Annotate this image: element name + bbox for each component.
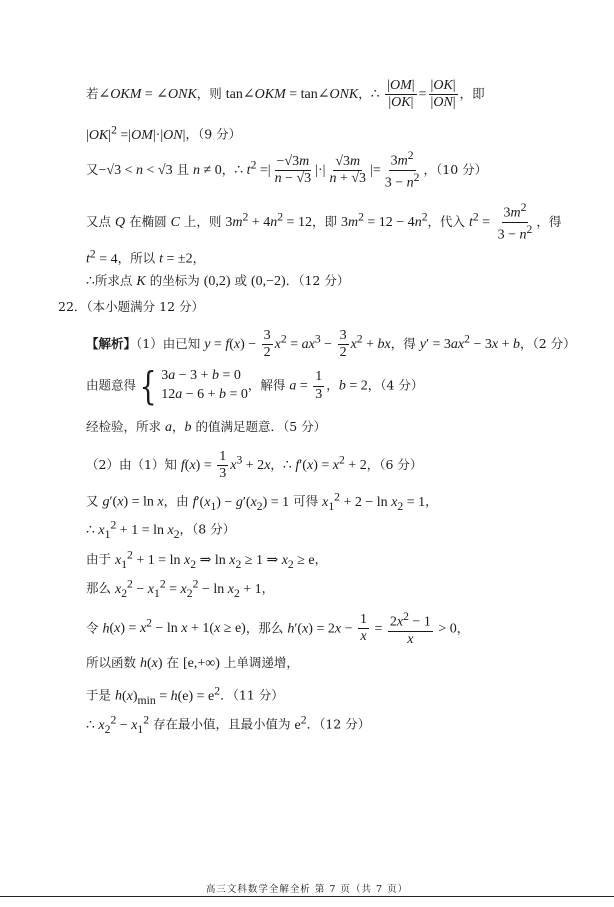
solution-line-14: 由于 $x_1^2 + 1 = \ln x_2$ ⇒ $\ln x_2 \ge 1$ ⇒ $x_2 \ge e$， xyxy=(86,548,328,571)
solution-line-3: 又−√3 < n < √3 且 n ≠ 0，∴ $t^2$ =| $\frac{-√3m}{n - √3}$ |·| $\frac{√3m}{n + √3}$ |= $\frac{3m^2}{3 - n^2}$ ，（10 分） xyxy=(86,149,488,191)
solution-line-5: $t^2 = 4$，所以 t = ±2， xyxy=(86,247,206,267)
solution-line-16: 令 $h(x) = x^2 - \ln x + 1(x \ge e)$，那么 h′(x) = 2x − $\frac{1}{x}$ = $\frac{2x^2 - 1}{x}$ > 0， xyxy=(86,610,470,647)
solution-line-18: 于是 $h(x)_{min} = h(e) = e^2$．（11 分） xyxy=(86,684,284,707)
solution-line-2: $|OK|^2 =|OM|\cdot|ON|$，（9 分） xyxy=(86,123,242,143)
solution-line-15: 那么 $x_2^2 - x_1^2 = x_2^2 - \ln x_2 + 1$， xyxy=(86,577,275,600)
solution-line-1: 若∠OKM = ∠ONK，则 tan∠OKM = tan∠ONK，∴ $\frac{|OM|}{|OK|}$ = $\frac{|OK|}{|ON|}$ ，即 xyxy=(86,78,485,111)
solution-line-9: 由题意得 { 3a − 3 + b = 0 12a − 6 + b = 0 ，解得 a = $\frac{1}{3}$ ，b = 2，（4 分） xyxy=(86,364,424,408)
footer-rule xyxy=(0,896,614,897)
solution-line-19: ∴ $x_2^2 - x_1^2$ 存在最小值，且最小值为 $e^2$．（12 分） xyxy=(86,713,371,736)
solution-line-12: 又 g′(x) = ln x，由 $f'(x_1) - g'(x_2) = 1$ 可得 $x_1^2 + 2 - \ln x_2 = 1$， xyxy=(86,490,438,513)
solution-line-13: ∴ $x_1^2 + 1 = \ln x_2$，（8 分） xyxy=(86,518,236,541)
problem-22-heading: 22．（本小题满分 12 分） xyxy=(58,299,205,314)
page-footer: 高三文科数学全解全析 第 7 页（共 7 页） xyxy=(205,884,409,895)
solution-line-8: 【解析】（1）由已知 y = f(x) − $\frac{3}{2}$ $x^2 = ax^3$ − $\frac{3}{2}$ $x^2$ + bx，得 $y' = 3ax^2 - 3x + b$，（2 分） xyxy=(86,328,576,361)
solution-line-17: 所以函数 h(x) 在 [e,+∞) 上单调递增， xyxy=(86,655,299,671)
solution-line-4: 又点 Q 在椭圆 C 上，则 $3m^2 + 4n^2 = 12$，即 $3m^2 = 12 - 4n^2$，代入 $t^2$ = $\frac{3m^2}{3 - n^2}$ ，得 xyxy=(86,201,562,243)
solution-line-11: （2）由（1）知 f(x) = $\frac{1}{3}$ $x^3 + 2x$，∴ $f'(x) = x^2 + 2$，（6 分） xyxy=(86,449,423,482)
solution-line-10: 经检验，所求 a，b 的值满足题意．（5 分） xyxy=(86,419,327,435)
solution-line-6: ∴所求点 K 的坐标为 (0,2) 或 (0,−2)．（12 分） xyxy=(86,273,350,289)
